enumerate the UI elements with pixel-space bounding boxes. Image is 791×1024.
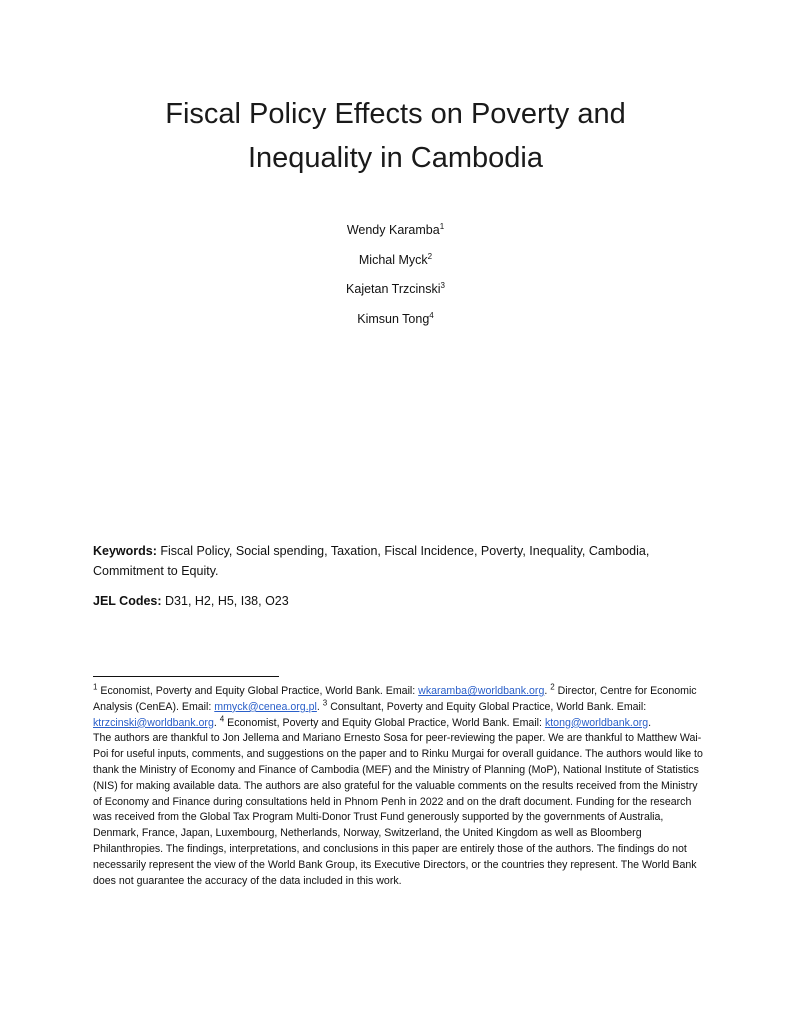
footnote-mark: 2 — [550, 682, 555, 692]
author-list — [95, 220, 696, 338]
footnote-text: Economist, Poverty and Equity Global Practice, World Bank. Email: — [227, 716, 545, 729]
jel-codes-section — [93, 591, 703, 611]
footnote-mark: 3 — [322, 698, 328, 708]
footnote-mark: 1 — [439, 221, 445, 231]
footnotes-section — [93, 684, 705, 889]
author-footnotes — [93, 684, 705, 731]
title-line-1: Fiscal Policy Effects on Poverty and — [165, 98, 626, 130]
author-3 — [95, 279, 696, 309]
footnote-mark: 4 — [429, 310, 434, 320]
author-name: Kimsun Tong — [357, 311, 430, 326]
footnote-mark: 4 — [219, 714, 225, 724]
footnote-text: Director, Centre for Economic Analysis (CenEA). Email: — [93, 685, 697, 713]
email-link-myck[interactable]: mmyck@cenea.org.pl — [214, 700, 317, 713]
acknowledgements: The authors are thankful to Jon Jellema and Mariano Ernesto Sosa for peer-reviewing the paper. We are thankful to Matthew Wai-Poi for useful inputs, comments, and suggestions on the paper and to Rinku Murgai for overall guidance. The authors would like to thank the Ministry of Economy and Finance of Cambodia (MEF) and the Ministry of Planning (MoP), National Institute of Statistics (NIS) for making available data. The authors are also grateful for the valuable comments on the results received from the Ministry of Economy and Finance during consultations held in Phnom Penh in 2022 and on the draft document. Funding for the research was received from the Global Tax Program Multi-Donor Trust Fund generously supported by the governments of Australia, Denmark, France, Japan, Luxembourg, Netherlands, Norway, Switzerland, the United Kingdom as well as Bloomberg Philanthropies. The findings, interpretations, and conclusions in this paper are entirely those of the authors. The findings do not necessarily represent the view of the World Bank Group, its Executive Directors, or the countries they represent. The World Bank does not guarantee the accuracy of the data included in this work. — [93, 732, 703, 887]
footnote-period: . — [316, 700, 320, 713]
author-name: Wendy Karamba — [346, 223, 440, 237]
jel-text: D31, H2, H5, I38, O23 — [165, 594, 289, 608]
author-4 — [95, 309, 696, 339]
paper-title — [95, 92, 696, 180]
footnote-mark: 3 — [440, 280, 445, 290]
author-name: Kajetan Trzcinski — [346, 282, 441, 296]
footnote-mark: 1 — [93, 682, 98, 692]
email-link-tong[interactable]: ktong@worldbank.org — [544, 716, 649, 729]
keywords-label: Keywords: — [93, 544, 157, 558]
email-link-karamba[interactable]: wkaramba@worldbank.org — [418, 685, 545, 697]
title-line-2: Inequality in Cambodia — [247, 142, 543, 174]
footnote-period: . — [648, 716, 652, 729]
jel-label: JEL Codes: — [93, 594, 162, 608]
email-link-trzcinski[interactable]: ktrzcinski@worldbank.org — [93, 716, 214, 729]
author-2 — [95, 250, 696, 280]
author-name: Michal Myck — [358, 252, 428, 267]
footnote-period: . — [213, 716, 217, 729]
keywords-text: Fiscal Policy, Social spending, Taxation, Fiscal Incidence, Poverty, Inequality, Cambodia, Commitment to Equity. — [93, 544, 650, 578]
footnote-mark: 2 — [427, 251, 433, 261]
keywords-section — [93, 541, 703, 581]
footnote-period: . — [544, 685, 548, 697]
footnote-divider — [93, 676, 279, 677]
footnote-text: Consultant, Poverty and Equity Global Practice, World Bank. Email: — [330, 700, 647, 713]
author-1 — [95, 220, 696, 250]
footnote-text: Economist, Poverty and Equity Global Practice, World Bank. Email: — [100, 685, 419, 697]
